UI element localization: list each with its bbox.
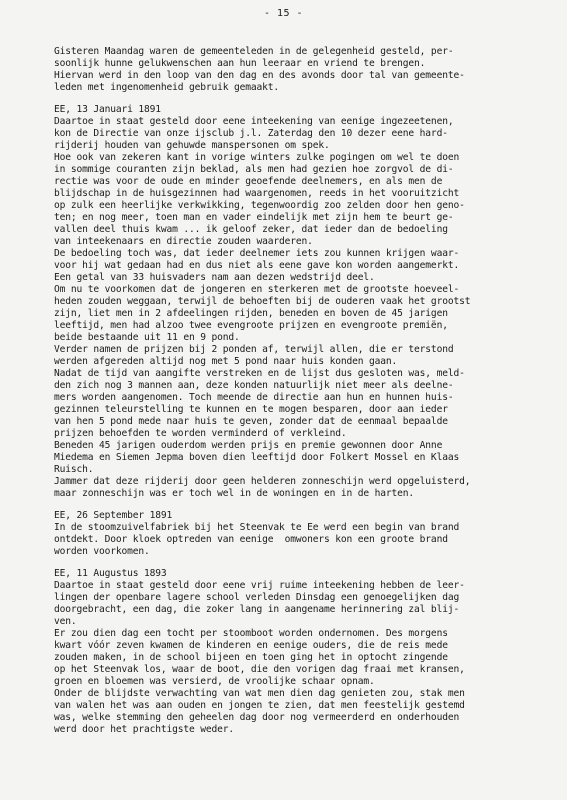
- page-number: - 15 -: [263, 8, 304, 19]
- text-line: was, welke stemming den geheelen dag door nog vermeerderd en onderhouden: [54, 712, 460, 723]
- text-line: Hiervan werd in den loop van den dag en des avonds door tal van gemeente-: [54, 70, 465, 81]
- text-line: Daartoe in staat gesteld door eene inteekening van eenige ingezeetenen,: [54, 116, 454, 127]
- text-line: werden afgereden altijd nog met 5 pond naar huis konden gaan.: [54, 356, 398, 367]
- text-line: van hen 5 pond mede naar huis te geven, zonder dat de eenmaal bepaalde: [54, 416, 448, 427]
- text-line: Daartoe in staat gesteld door eene vrij ruime inteekening hebben de leer-: [54, 580, 465, 591]
- text-line: Nadat de tijd van aangifte verstreken en de lijst dus gesloten was, meld-: [54, 368, 465, 379]
- text-line: werd door het prachtigste weder.: [54, 724, 235, 735]
- text-line: De bedoeling toch was, dat ieder deelnemer iets zou kunnen krijgen waar-: [54, 248, 460, 259]
- text-line: Verder namen de prijzen bij 2 ponden af, terwijl allen, die er terstond: [54, 344, 454, 355]
- text-line: leeftijd, men had alzoo twee evengroote prijzen en evengroote premiën,: [54, 320, 448, 331]
- text-line: voor hij wat gedaan had en dus niet als eene gave kon worden aangemerkt.: [54, 260, 460, 271]
- document-body: [54, 46, 554, 746]
- article-section: [54, 568, 554, 736]
- text-line: Een getal van 33 huisvaders nam aan dezen wedstrijd deel.: [54, 272, 375, 283]
- article-dateline: EE, 11 Augustus 1893: [54, 568, 167, 579]
- text-line: kwart vóór zeven kwamen de kinderen en eenige ouders, die de reis mede: [54, 640, 448, 651]
- text-line: Jammer dat deze rijderij door geen helderen zonneschijn werd opgeluisterd,: [54, 476, 471, 487]
- article-dateline: EE, 13 Januari 1891: [54, 104, 161, 115]
- text-line: gezinnen teleurstelling te kunnen en te mogen besparen, door aan ieder: [54, 404, 448, 415]
- text-line: mers worden aangenomen. Toch meende de directie aan hun en hunnen huis-: [54, 392, 454, 403]
- text-line: Gisteren Maandag waren de gemeenteleden in de gelegenheid gesteld, per-: [54, 46, 454, 57]
- text-line: worden voorkomen.: [54, 546, 150, 557]
- text-line: rectie was voor de oude en minder geoefende deelnemers, en als men de: [54, 176, 443, 187]
- text-line: rijderij houden van gehuwde manspersonen om spek.: [54, 140, 330, 151]
- text-line: op het Steenvak los, waar de boot, die den vorigen dag fraai met kransen,: [54, 664, 465, 675]
- article-section: [54, 46, 554, 94]
- text-line: ontdekt. Door kloek optreden van eenige omwoners kon een groote brand: [54, 534, 448, 545]
- text-line: vallen deel thuis kwam ... ik geloof zeker, dat ieder dan de bedoeling: [54, 224, 448, 235]
- text-line: zouden maken, in de school bijeen en toen ging het in optocht zingende: [54, 652, 448, 663]
- text-line: prijzen behoefden te worden verminderd of verkleind.: [54, 428, 347, 439]
- text-line: op zulk een heerlijke verkwikking, tegenwoordig zoo zelden door hen geno-: [54, 200, 465, 211]
- article-dateline: EE, 26 September 1891: [54, 510, 173, 521]
- text-line: ten; en nog meer, toen man en vader eindelijk met zijn hem te beurt ge-: [54, 212, 454, 223]
- text-line: Beneden 45 jarigen ouderdom werden prijs en premie gewonnen door Anne: [54, 440, 443, 451]
- text-line: heden zouden weggaan, terwijl de behoeften bij de ouderen vaak het grootst: [54, 296, 471, 307]
- text-line: den zich nog 3 mannen aan, deze konden natuurlijk niet meer als deelne-: [54, 380, 454, 391]
- text-line: leden met ingenomenheid gebruik gemaakt.: [54, 82, 280, 93]
- text-line: Ruisch.: [54, 464, 94, 475]
- article-section: [54, 510, 554, 558]
- text-line: lingen der openbare lagere school verleden Dinsdag een genoegelijken dag: [54, 592, 460, 603]
- text-line: ven.: [54, 616, 77, 627]
- text-line: groen en bloemen was versierd, de vroolijke schaar opnam.: [54, 676, 375, 687]
- text-line: zijn, liet men in 2 afdeelingen rijden, beneden en boven de 45 jarigen: [54, 308, 448, 319]
- text-line: doorgebracht, een dag, die zoker lang in aangename herinnering zal blij-: [54, 604, 460, 615]
- text-line: maar zonneschijn was er toch wel in de woningen en in de harten.: [54, 488, 415, 499]
- text-line: blijdschap in de huisgezinnen had waargenomen, reeds in het vooruitzicht: [54, 188, 460, 199]
- text-line: van inteekenaars en directie zouden waarderen.: [54, 236, 313, 247]
- text-line: beide bestaande uit 11 en 9 pond.: [54, 332, 240, 343]
- text-line: Miedema en Siemen Jepma boven dien leeftijd door Folkert Mossel en Klaas: [54, 452, 460, 463]
- text-line: van walen het was aan ouden en jongen te zien, dat men feestelijk gestemd: [54, 700, 465, 711]
- text-line: Om nu te voorkomen dat de jongeren en sterkeren met de grootste hoeveel-: [54, 284, 460, 295]
- text-line: kon de Directie van onze ijsclub j.l. Zaterdag den 10 dezer eene hard-: [54, 128, 448, 139]
- text-line: in sommige couranten zijn beklad, als men had gezien hoe zorgvol de di-: [54, 164, 454, 175]
- article-section: [54, 104, 554, 500]
- text-line: Er zou dien dag een tocht per stoomboot worden ondernomen. Des morgens: [54, 628, 448, 639]
- text-line: Onder de blijdste verwachting van wat men dien dag genieten zou, stak men: [54, 688, 465, 699]
- text-line: Hoe ook van zekeren kant in vorige winters zulke pogingen om wel te doen: [54, 152, 460, 163]
- text-line: soonlijk hunne gelukwenschen aan hun leeraar en vriend te brengen.: [54, 58, 426, 69]
- text-line: In de stoomzuivelfabriek bij het Steenvak te Ee werd een begin van brand: [54, 522, 460, 533]
